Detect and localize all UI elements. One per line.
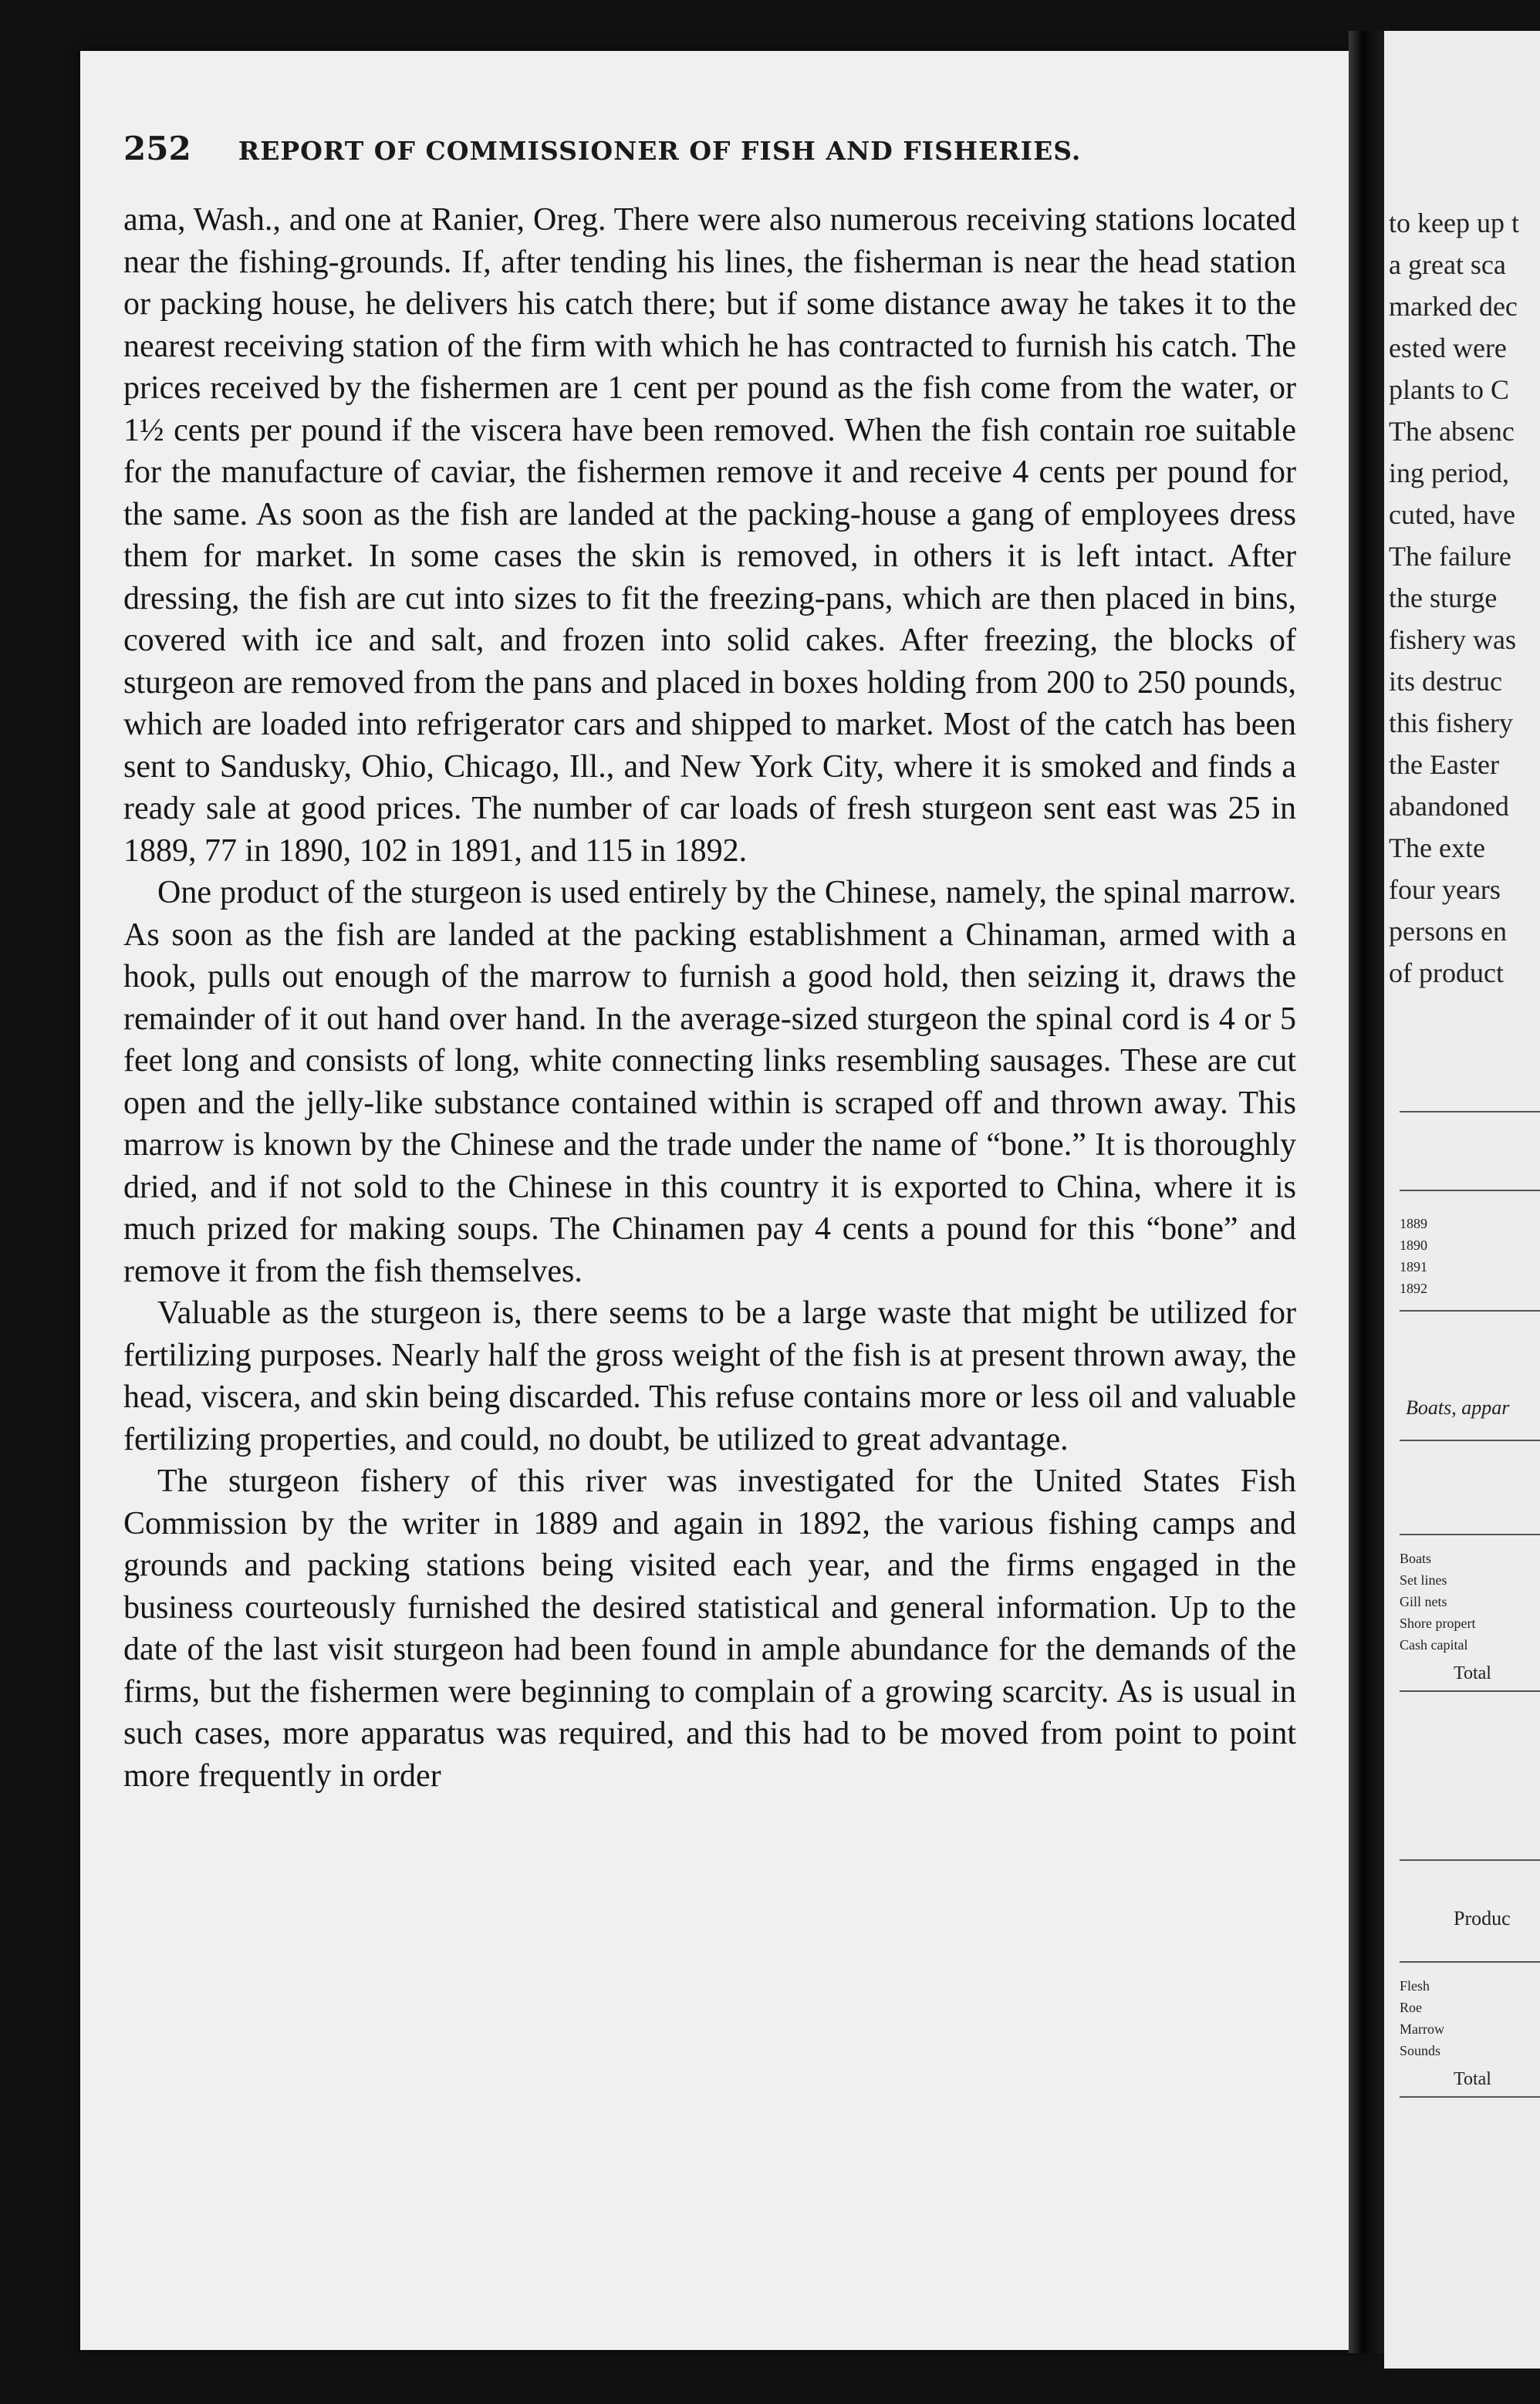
facing-line: abandoned [1389, 791, 1509, 822]
facing-line: the Easter [1389, 749, 1499, 780]
table-total-label: Total [1454, 1663, 1491, 1683]
table-row-label: Shore propert [1400, 1616, 1476, 1631]
table-row-label: 1891 [1400, 1259, 1427, 1275]
facing-line: The failure [1389, 541, 1511, 572]
table-row-label: 1889 [1400, 1216, 1427, 1231]
table-heading: Produc [1454, 1907, 1511, 1930]
table-row-label: Roe [1400, 2000, 1422, 2015]
page-header [123, 130, 1327, 176]
facing-line: persons en [1389, 916, 1507, 947]
paragraph: The sturgeon fishery of this river was investigated for the United States Fish Commission by the writer in 1889 and again in 1892, the various fishing camps and grounds and packing stations being visited each year, and the firms engaged in the business courteously furnished the desired statistical and general information. Up to the date of the last visit sturgeon had been found in ample abundance for the demands of the firms, but the fishermen were beginning to complain of a growing scarcity. As is usual in such cases, more apparatus was required, and this had to be moved from point to point more frequently in order [123, 1464, 1296, 1794]
running-head: REPORT OF COMMISSIONER OF FISH AND FISHERIES. [238, 136, 1082, 166]
facing-table-products [1384, 1859, 1540, 2098]
facing-line: of product [1389, 957, 1504, 988]
facing-line: plants to C [1389, 374, 1510, 405]
paragraph: One product of the sturgeon is used entirely by the Chinese, namely, the spinal marrow. As soon as the fish are landed at the packing establishment a Chinaman, armed with a hook, pulls out enough of the marrow to furnish a good hold, then seizing it, draws the remainder of it out hand over hand. In the average-sized sturgeon the spinal cord is 4 or 5 feet long and consists of long, white connecting links resembling sausages. These are cut open and the jelly-like substance contained within is scraped off and thrown away. This marrow is known by the Chinese and the trade under the name of “bone.” It is thoroughly dried, and if not sold to the Chinese in this country it is exported to China, where it is much prized for making soups. The Chinamen pay 4 cents a pound for this “bone” and remove it from the fish themselves. [123, 875, 1296, 1289]
book-binding-gutter [1349, 31, 1384, 2353]
facing-line: ing period, [1389, 458, 1509, 488]
facing-line: a great sca [1389, 249, 1506, 280]
page-number: 252 [123, 130, 191, 167]
table-row-label: Sounds [1400, 2043, 1441, 2058]
table-rule [1400, 1310, 1540, 1312]
facing-line: fishery was [1389, 624, 1516, 655]
body-text [123, 199, 1296, 1797]
table-row-label: Set lines [1400, 1572, 1447, 1588]
facing-line: this fishery [1389, 707, 1513, 738]
table-rule [1400, 1690, 1540, 1692]
facing-line: the sturge [1389, 582, 1498, 613]
table-heading: Boats, appar [1406, 1396, 1510, 1419]
facing-line: marked dec [1389, 291, 1518, 322]
table-row-label: Cash capital [1400, 1637, 1468, 1653]
facing-table-years [1384, 1111, 1540, 1312]
table-total-label: Total [1454, 2069, 1491, 2089]
facing-line: to keep up t [1389, 208, 1519, 238]
table-row-label: 1892 [1400, 1281, 1427, 1296]
facing-line: four years [1389, 874, 1501, 905]
facing-line: ested were [1389, 333, 1507, 363]
table-row-label: Flesh [1400, 1978, 1430, 1994]
facing-table-boats [1384, 1396, 1540, 1692]
table-rule [1400, 2096, 1540, 2098]
facing-page-text [1384, 202, 1519, 994]
facing-line: its destruc [1389, 666, 1502, 697]
paragraph: ama, Wash., and one at Ranier, Oreg. There were also numerous receiving stations located near the fishing-grounds. If, after tending his lines, the fisherman is near the head station or packing house, he delivers his catch there; but if some distance away he takes it to the nearest receiving station of the firm with which he has contracted to furnish his catch. The prices received by the fishermen are 1 cent per pound as the fish come from the water, or 1½ cents per pound if the viscera have been removed. When the fish contain roe suitable for the manufacture of caviar, the fishermen remove it and receive 4 cents per pound for the same. As soon as the fish are landed at the packing-house a gang of employees dress them for market. In some cases the skin is removed, in others it is left intact. After dressing, the fish are cut into sizes to fit the freezing-pans, which are then placed in bins, covered with ice and salt, and frozen into solid cakes. After freezing, the blocks of sturgeon are removed from the pans and placed in boxes holding from 200 to 250 pounds, which are loaded into refrigerator cars and shipped to market. Most of the catch has been sent to Sandusky, Ohio, Chicago, Ill., and New York City, where it is smoked and finds a ready sale at good prices. The number of car loads of fresh sturgeon sent east was 25 in 1889, 77 in 1890, 102 in 1891, and 115 in 1892. [123, 202, 1296, 869]
table-row-label: 1890 [1400, 1237, 1427, 1253]
facing-line: The absenc [1389, 416, 1515, 447]
paragraph: Valuable as the sturgeon is, there seems to be a large waste that might be utilized for fertilizing purposes. Nearly half the gross weight of the fish is at present thrown away, the head, viscera, and skin being discarded. This refuse contains more or less oil and valuable fertilizing properties, and could, no doubt, be utilized to great advantage. [123, 1295, 1296, 1457]
facing-line: cuted, have [1389, 499, 1515, 530]
facing-line: The exte [1389, 832, 1485, 863]
table-row-label: Gill nets [1400, 1594, 1447, 1609]
facing-page-fragment [1384, 31, 1540, 2369]
table-row-label: Marrow [1400, 2021, 1444, 2037]
table-row-label: Boats [1400, 1551, 1432, 1566]
